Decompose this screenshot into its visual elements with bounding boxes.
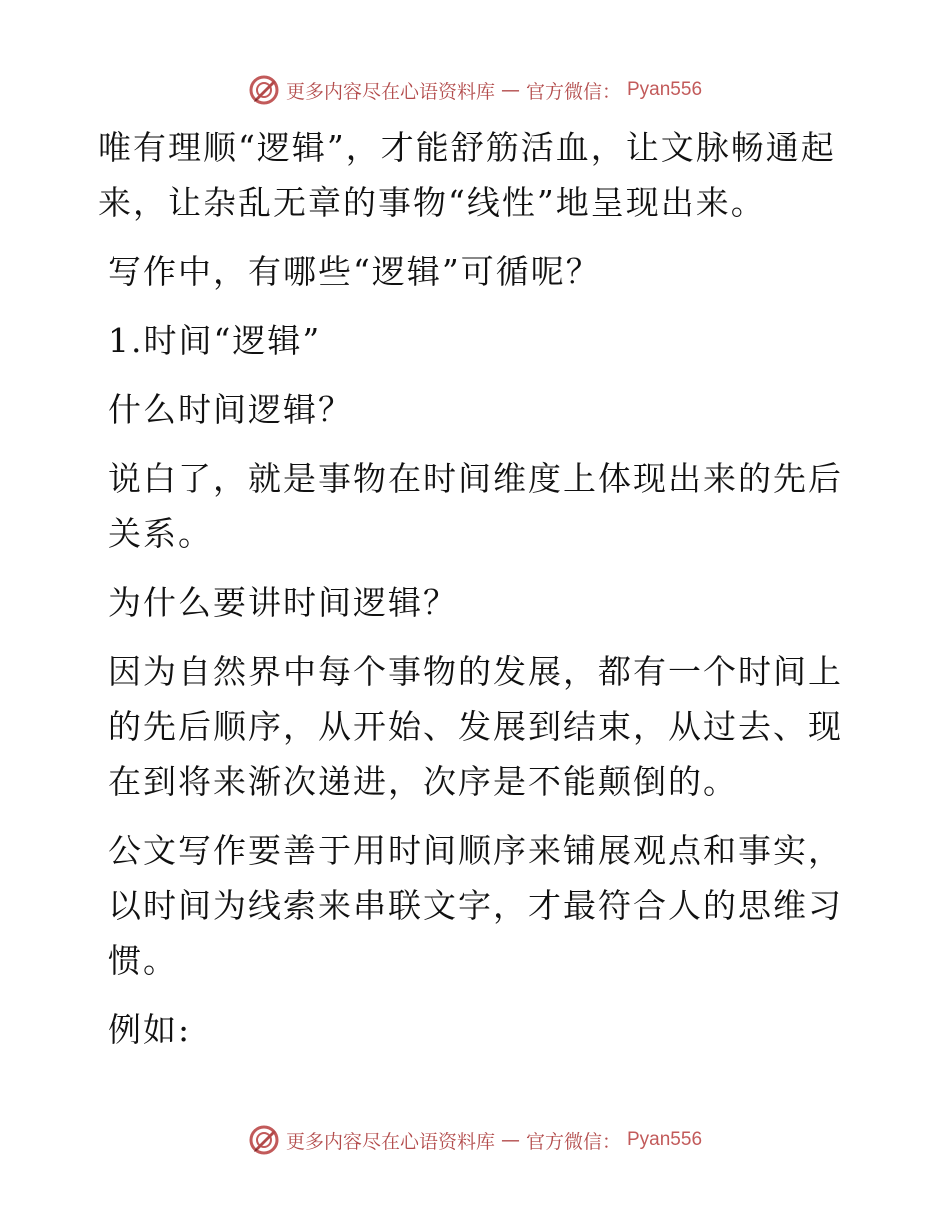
paragraph: 因为自然界中每个事物的发展，都有一个时间上的先后顺序，从开始、发展到结束，从过去、现在到将来渐次递进，次序是不能颠倒的。: [108, 652, 843, 801]
document-body: [98, 120, 858, 1071]
paragraph: 公文写作要善于用时间顺序来铺展观点和事实，以时间为线索来串联文字，才最符合人的思维习惯。: [108, 831, 843, 980]
paragraph: 写作中，有哪些“逻辑”可循呢？: [108, 252, 601, 291]
paragraph: 例如:: [108, 1010, 192, 1049]
paragraph: 说白了，就是事物在时间维度上体现出来的先后关系。: [108, 459, 843, 553]
watermark-wechat-id: Pyan556: [627, 1129, 703, 1150]
paragraph: 为什么要讲时间逻辑？: [108, 583, 458, 622]
watermark-separator: —: [500, 1129, 520, 1151]
paragraph: 什么时间逻辑？: [108, 390, 353, 429]
footer-watermark: [0, 1120, 950, 1160]
watermark-text: 更多内容尽在心语资料库: [285, 1130, 495, 1153]
section-heading: 1.时间“逻辑”: [108, 321, 322, 360]
watermark-official-label: 官方微信：: [525, 1130, 621, 1153]
watermark-wechat-id: Pyan556: [627, 79, 703, 100]
watermark-text: 更多内容尽在心语资料库: [285, 80, 495, 103]
paragraph: 唯有理顺“逻辑”，才能舒筋活血，让文脉畅通起来，让杂乱无章的事物“线性”地呈现出来。: [98, 128, 836, 222]
pen-logo-icon: [248, 1124, 280, 1156]
watermark-official-label: 官方微信：: [525, 80, 621, 103]
header-watermark: [0, 70, 950, 110]
watermark-separator: —: [500, 79, 520, 101]
pen-logo-icon: [248, 74, 280, 106]
